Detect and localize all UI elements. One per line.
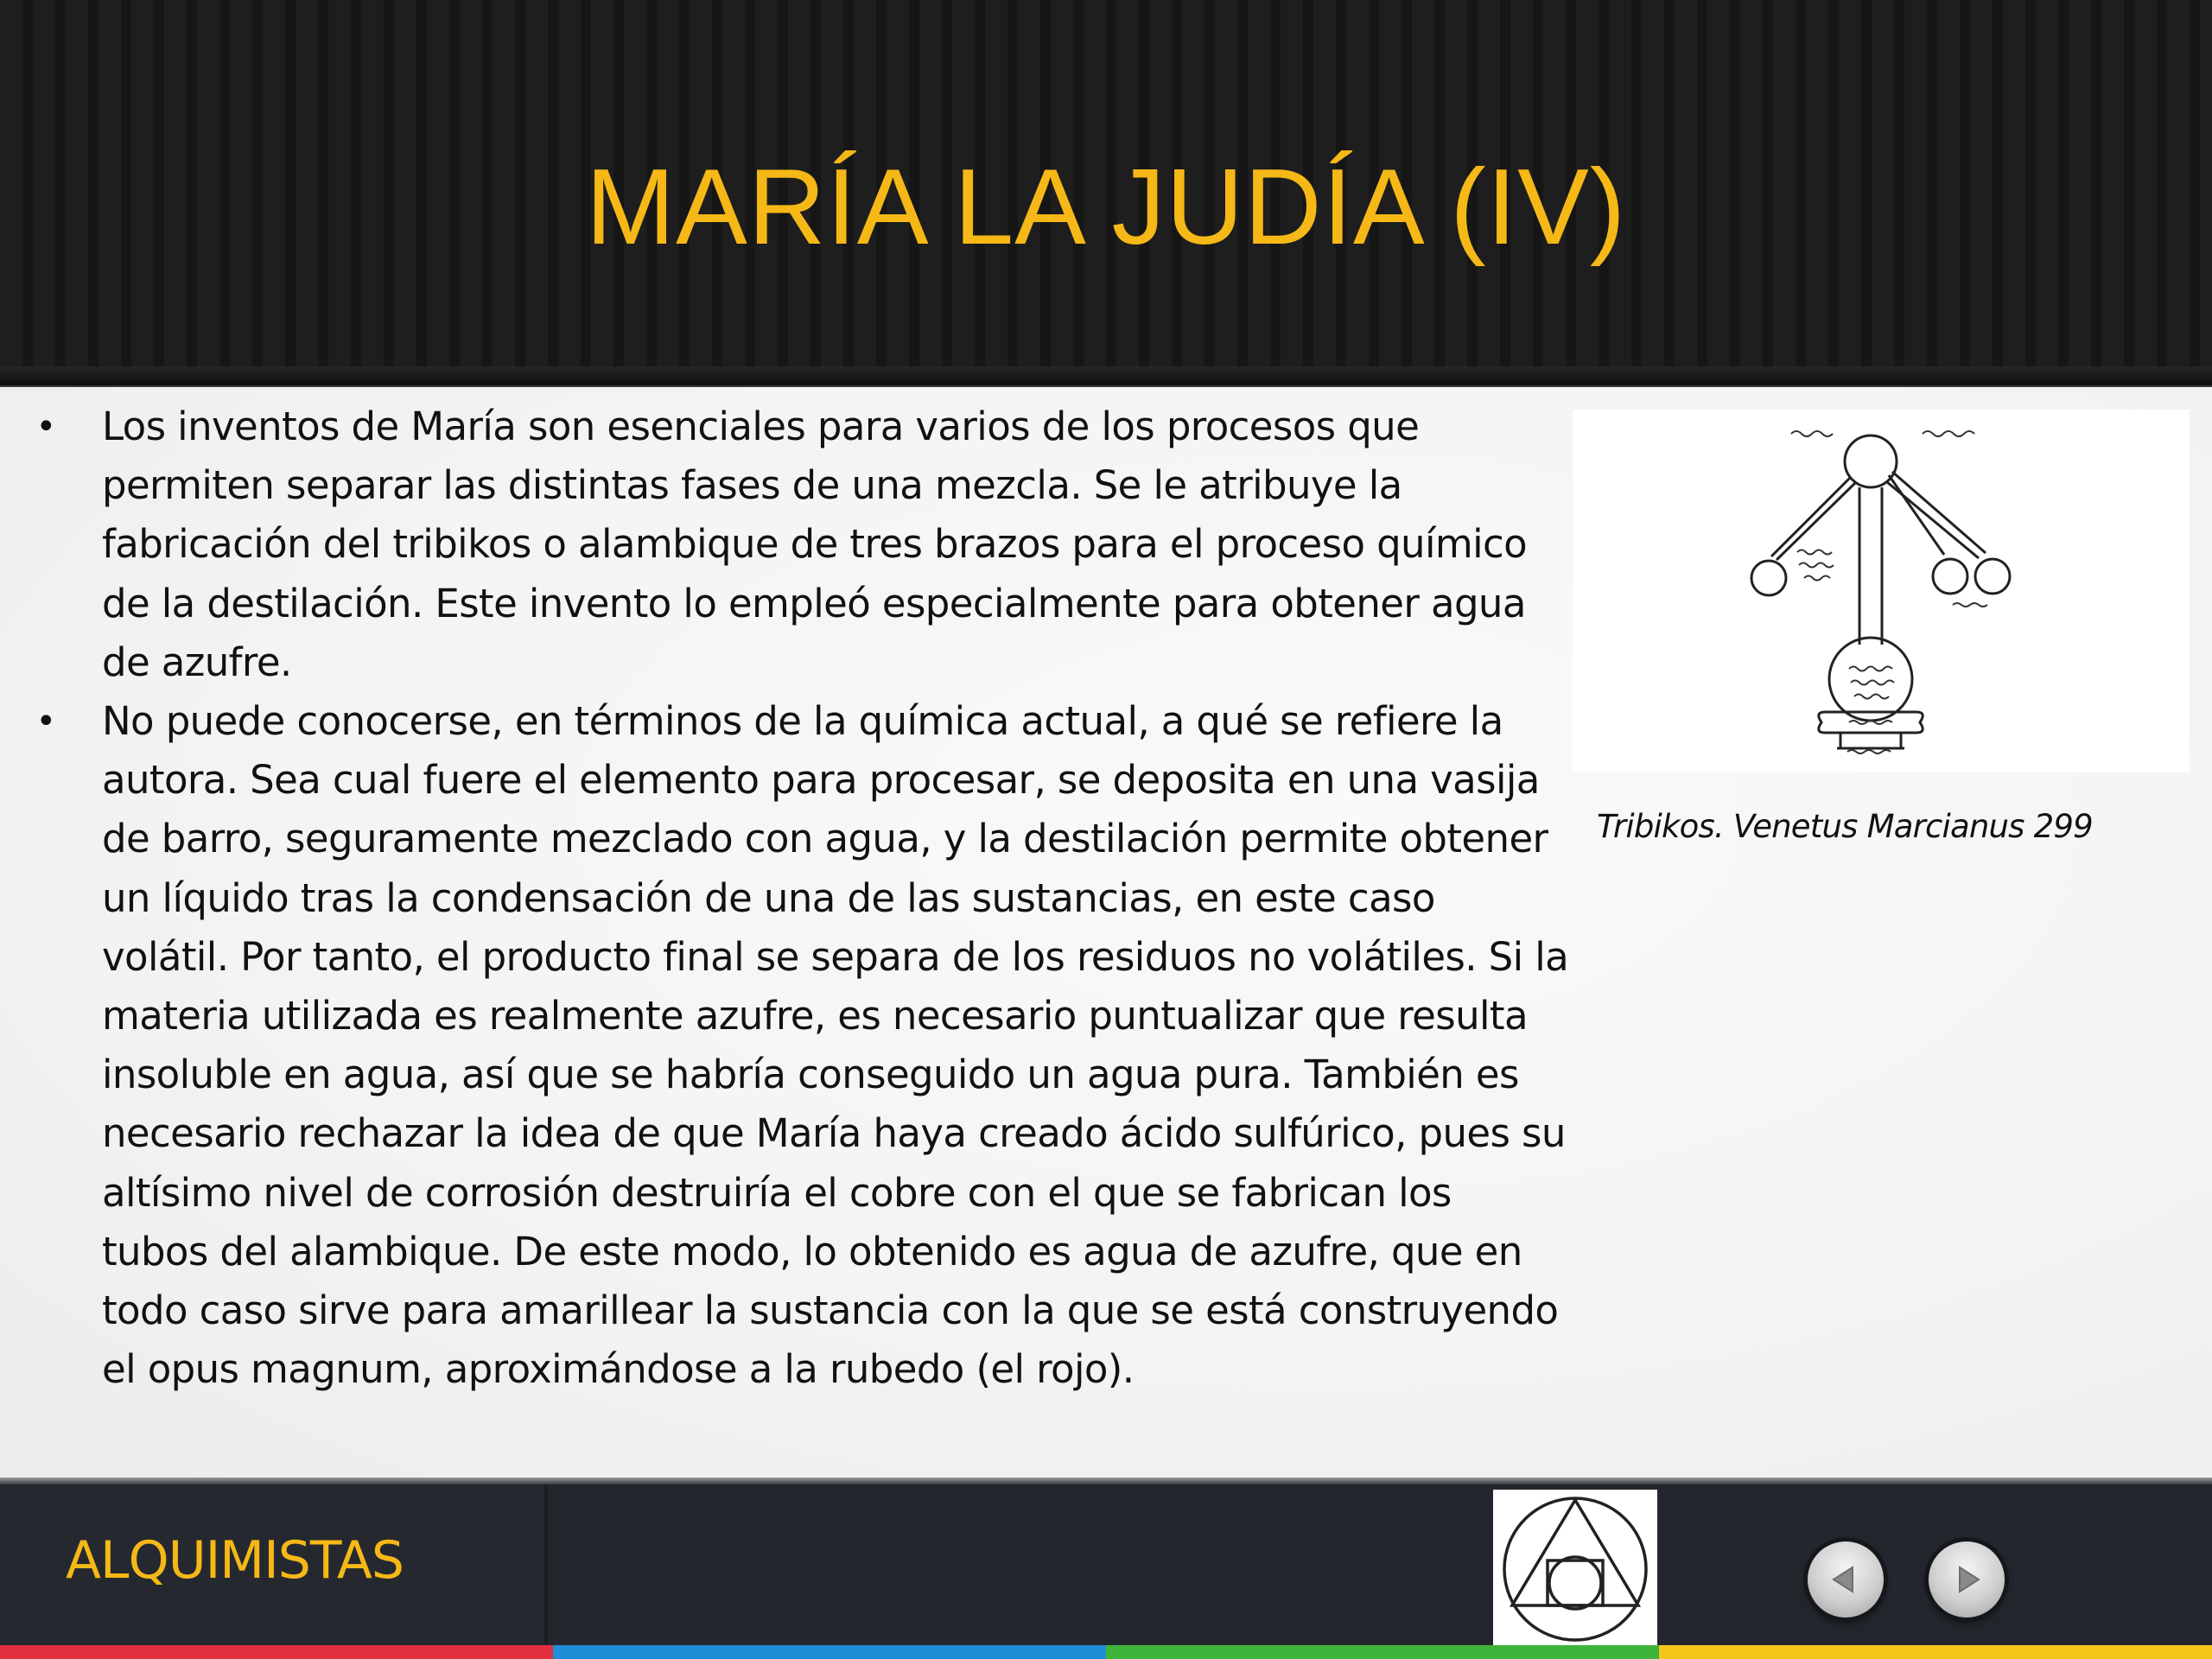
- tribikos-image: [1573, 410, 2190, 772]
- alchemy-symbol-icon: [1493, 1490, 1657, 1645]
- color-bar-green: [1106, 1645, 1659, 1659]
- footer-color-bar: [0, 1645, 2212, 1659]
- color-bar-blue: [553, 1645, 1106, 1659]
- arrow-left-icon: [1808, 1541, 1884, 1618]
- slide-header: [0, 0, 2212, 387]
- slide-title: MARÍA LA JUDÍA (IV): [585, 148, 1627, 267]
- tribikos-drawing: [1573, 410, 2190, 772]
- prev-slide-button[interactable]: [1808, 1541, 1884, 1618]
- bullet-item: [31, 692, 1569, 1399]
- header-divider: [0, 366, 2212, 387]
- footer-section-label: ALQUIMISTAS: [66, 1530, 404, 1591]
- next-slide-button[interactable]: [1929, 1541, 2005, 1618]
- color-bar-red: [0, 1645, 553, 1659]
- bullet-text: Los inventos de María son esenciales para varios de los procesos que permiten separar las distintas fases de una mezcla. Se le atribuye la fabricación del tribikos o alambique de tres brazos para el proceso químico de la destilación. Este invento lo empleó especialmente para obtener agua de azufre.: [102, 404, 1528, 685]
- bullet-item: [31, 397, 1569, 692]
- alchemy-symbol-logo: [1493, 1490, 1657, 1645]
- bullet-marker: •: [35, 407, 56, 447]
- bullet-list: [31, 397, 1569, 1399]
- figure-caption: Tribikos. Venetus Marcianus 299: [1597, 808, 2093, 845]
- bullet-marker: •: [35, 702, 56, 742]
- footer-section-panel: [0, 1484, 548, 1645]
- color-bar-yellow: [1659, 1645, 2212, 1659]
- footer-divider: [0, 1478, 2212, 1484]
- bullet-text: No puede conocerse, en términos de la química actual, a qué se refiere la autora. Sea cual fuere el elemento para procesar, se deposita en una vasija de barro, seguramente mezclado con agua, y la destilación permite obtener un líquido tras la condensación de una de las sustancias, en este caso volátil. Por tanto, el producto final se separa de los residuos no volátiles. Si la materia utilizada es realmente azufre, es necesario puntualizar que resulta insoluble en agua, así que se habría conseguido un agua pura. También es necesario rechazar la idea de que María haya creado ácido sulfúrico, pues su altísimo nivel de corrosión destruiría el cobre con el que se fabrican los tubos del alambique. De este modo, lo obtenido es agua de azufre, que en todo caso sirve para amarillear la sustancia con la que se está construyendo el opus magnum, aproximándose a la rubedo (el rojo).: [102, 698, 1569, 1393]
- arrow-right-icon: [1929, 1541, 2005, 1618]
